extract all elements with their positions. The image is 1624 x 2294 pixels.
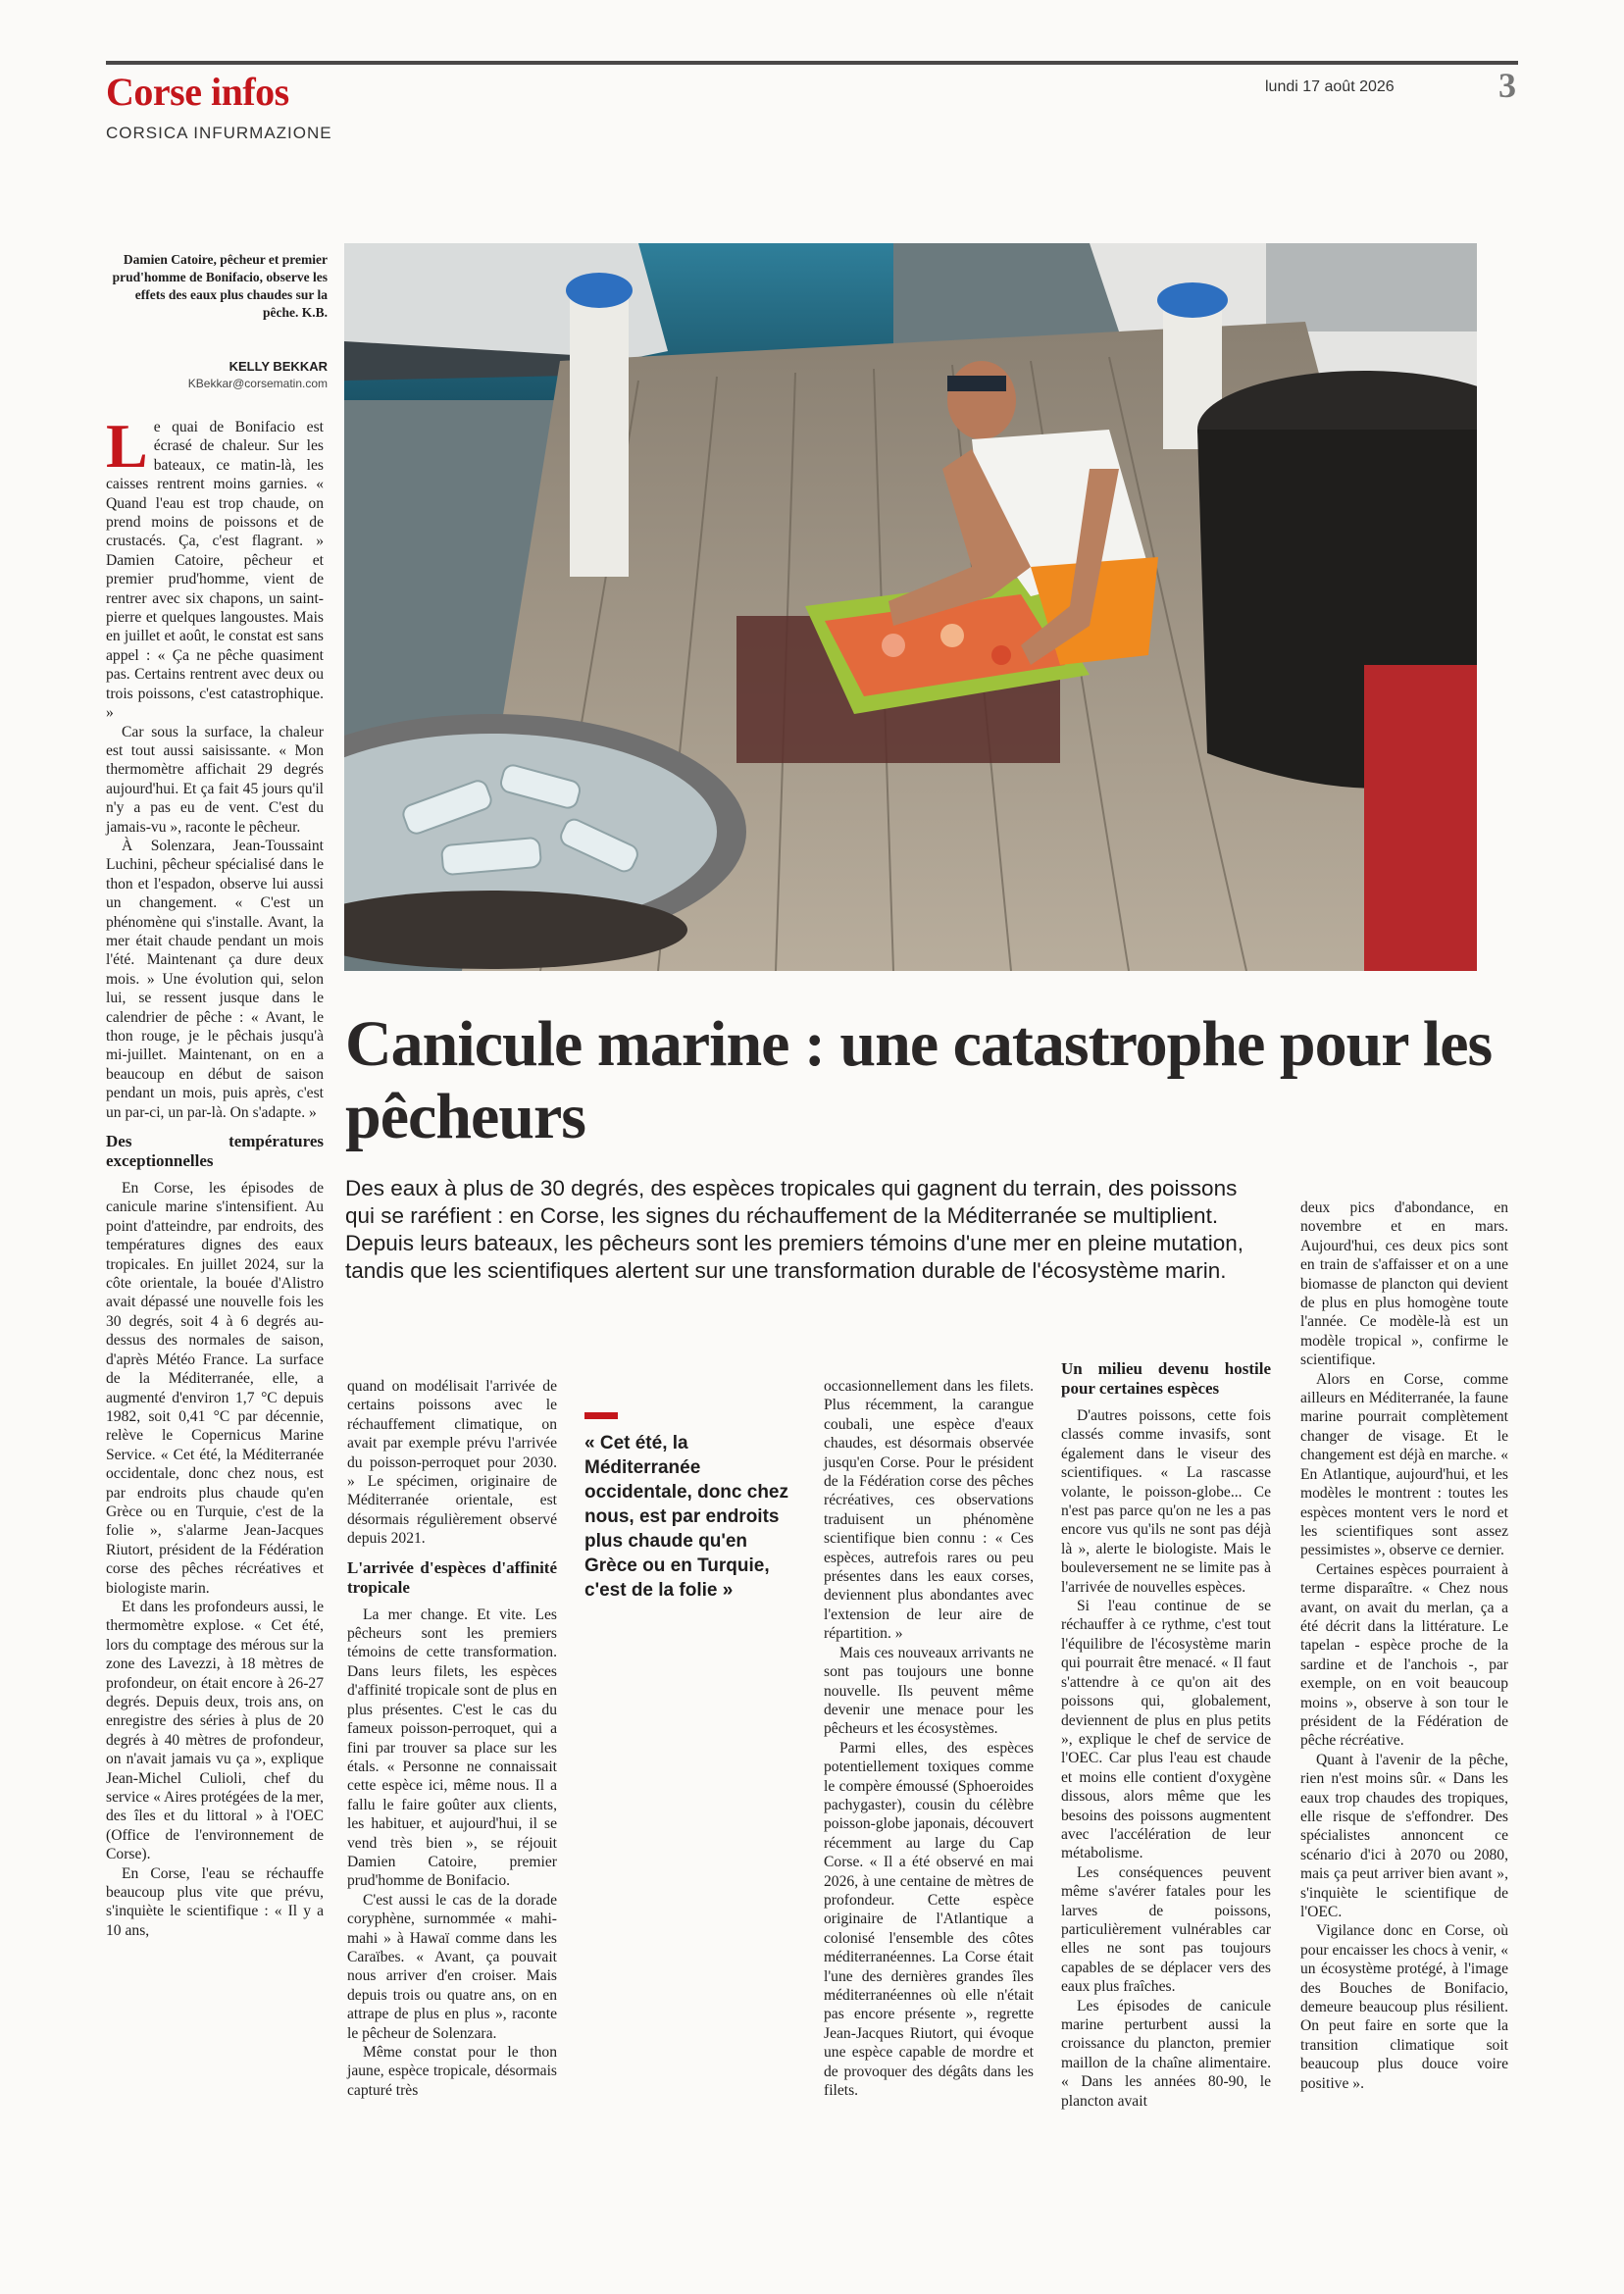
photo-caption: Damien Catoire, pêcheur et premier prud'homme de Bonifacio, observe les effets des eaux plus chaudes sur la pêche. K.B. xyxy=(112,252,328,320)
paragraph: Le quai de Bonifacio est écrasé de chaleur. Sur les bateaux, ce matin-là, les caisses rentrent moins garnies. « Quand l'eau est trop chaude, on prend moins de poissons et de crustacés. Ça, c'est flagrant. » Damien Catoire, pêcheur et premier prud'homme, vient de rentrer avec six chapons, un saint-pierre et quelques langoustes. Mais en juillet et août, le constat est sans appel : « Ça ne pêche quasiment pas. Certains rentrent avec deux ou trois poissons, c'est catastrophique. » xyxy=(106,411,324,722)
paragraph: Les conséquences peuvent même s'avérer fatales pour les larves de poissons, particulièrement vulnérables car elles ne sont pas toujours capables de se déplacer vers des eaux plus fraîches. xyxy=(1061,1863,1271,1996)
subheading: Des températures exceptionnelles xyxy=(106,1132,324,1171)
paragraph: Même constat pour le thon jaune, espèce tropicale, désormais capturé très xyxy=(347,2044,557,2099)
paragraph: À Solenzara, Jean-Toussaint Luchini, pêcheur spécialisé dans le thon et l'espadon, observe lui aussi un changement. « C'est un phénomène qui s'installe. Avant, la mer était chaude pendant un mois l'été. Maintenant ça dure deux mois. » Une évolution qui, selon lui, se ressent jusque dans le calendrier de pêche : « Avant, le thon rouge, je le pêchais jusqu'à mi-juillet. Maintenant, on en a beaucoup en début de saison pendant un mois, puis après, c'est un par-ci, un par-là. On s'adapte. » xyxy=(106,837,324,1121)
paragraph: C'est aussi le cas de la dorade coryphène, surnommée « mahi-mahi » à Hawaï comme dans les Caraïbes. « Avant, ça pouvait nous arriver d'en croiser. Mais depuis trois ou quatre ans, on en attrape de plus en plus », raconte le pêcheur de Solenzara. xyxy=(347,1891,557,2042)
paragraph: Si l'eau continue de se réchauffer à ce rythme, c'est tout l'équilibre de l'écosystème marin qui pourrait être menacé. « Il faut s'attendre à ce qu'on ait des poissons qui, globalement, deviennent de plus en plus petits », explique le chef de service de l'OEC. Car plus l'eau est chaude et moins elle contient d'oxygène dissous, alors même que les besoins des poissons augmentent avec l'accélération de leur métabolisme. xyxy=(1061,1598,1271,1862)
paragraph: Et dans les profondeurs aussi, le thermomètre explose. « Cet été, lors du comptage des mérous sur la zone des Lavezzi, à 18 mètres de profondeur, on était encore à 26-27 degrés. Depuis deux, trois ans, on enregistre des séries à plus de 20 degrés à 40 mètres de profondeur, on n'avait jamais vu ça », explique Jean-Michel Culioli, chef du service « Aires protégées de la mer, des îles et du littoral » à l'OEC (Office de l'environnement de Corse). xyxy=(106,1598,324,1863)
text-column-5 xyxy=(1300,1198,1508,2093)
byline xyxy=(106,359,328,390)
subheading: Un milieu devenu hostile pour certaines espèces xyxy=(1061,1359,1271,1398)
issue-date: lundi 17 août 2026 xyxy=(1265,78,1395,95)
paragraph: Certaines espèces pourraient à terme disparaître. « Chez nous avant, on avait du merlan, ça a été décrit dans la littérature. Le tapelan - espèce proche de la sardine et de l'anchois -, par exemple, on en voit beaucoup moins », observe à son tour le président de la Fédération de pêche récréative. xyxy=(1300,1560,1508,1750)
author-email: KBekkar@corsematin.com xyxy=(187,377,328,390)
text-column-2 xyxy=(347,1377,557,2100)
section-subtitle: CORSICA INFURMAZIONE xyxy=(106,124,332,142)
paragraph: deux pics d'abondance, en novembre et en mars. Aujourd'hui, ces deux pics sont en train de s'affaisser et on a une biomasse de plancton qui devient de plus en plus homogène toute l'année. Ce modèle-là est un modèle tropical », confirme le scientifique. xyxy=(1300,1199,1508,1369)
paragraph: Mais ces nouveaux arrivants ne sont pas toujours une bonne nouvelle. Ils peuvent même devenir une menace pour les pêcheurs et les écosystèmes. xyxy=(824,1644,1034,1738)
page-number: 3 xyxy=(1498,66,1516,105)
paragraph: quand on modélisait l'arrivée de certains poissons avec le réchauffement climatique, on avait par exemple prévu l'arrivée du poisson-perroquet pour 2030. » Le spécimen, originaire de Méditerranée orientale, est désormais régulièrement observé depuis 2021. xyxy=(347,1378,557,1548)
paragraph: Alors en Corse, comme ailleurs en Méditerranée, la faune marine pourrait complètement changer de visage. Et le changement est déjà en marche. « En Atlantique, aujourd'hui, et les modèles le montrent : toutes les espèces montent vers le nord et les scientifiques sont assez pessimistes », observe ce dernier. xyxy=(1300,1370,1508,1559)
pull-quote-text: « Cet été, la Méditerranée occidentale, donc chez nous, est par endroits plus chaude qu'en Grèce ou en Turquie, c'est de la folie » xyxy=(584,1433,788,1601)
article-standfirst: Des eaux à plus de 30 degrés, des espèces tropicales qui gagnent du terrain, des poissons qui se raréfient : en Corse, les signes du réchauffement de la Méditerranée se multiplient. Depuis leurs bateaux, les pêcheurs sont les premiers témoins d'une mer en pleine mutation, tandis que les scientifiques alertent sur une transformation durable de l'écosystème marin. xyxy=(345,1176,1244,1283)
fisherman-dock-photo xyxy=(344,243,1477,971)
author-name: KELLY BEKKAR xyxy=(228,359,328,374)
article-photo xyxy=(344,243,1477,971)
paragraph: D'autres poissons, cette fois classés comme invasifs, sont également dans le viseur des scientifiques. « La rascasse volante, le poisson-globe... Ce n'est pas parce qu'on ne les a pas encore vus qu'ils ne sont pas déjà là », alerte le biologiste. Mais le bouleversement ne se limite pas à l'arrivée de nouvelles espèces. xyxy=(1061,1407,1271,1596)
text-column-4 xyxy=(1061,1359,1271,2111)
pull-quote-bar xyxy=(584,1412,618,1419)
paragraph: Car sous la surface, la chaleur est tout aussi saisissante. « Mon thermomètre affichait 29 degrés aujourd'hui. Et ça fait 45 jours qu'il n'y a pas eu de vent. C'est du jamais-vu », raconte le pêcheur. xyxy=(106,723,324,836)
paragraph: Vigilance donc en Corse, où pour encaisser les chocs à venir, « un écosystème protégé, à l'image des Bouches de Bonifacio, demeure beaucoup plus résilient. On peut faire en sorte que la transition climatique soit beaucoup plus douce voire positive ». xyxy=(1300,1922,1508,2092)
paragraph: occasionnellement dans les filets. Plus récemment, la carangue coubali, une espèce d'eaux chaudes, est désormais observée jusqu'en Corse. Pour le président de la Fédération corse des pêches récréatives, ces observations traduisent un phénomène scientifique bien connu : « Ces espèces, autrefois rares ou peu présentes dans les eaux corses, deviennent plus abondantes avec l'extension de leur aire de répartition. » xyxy=(824,1378,1034,1643)
paragraph: Quant à l'avenir de la pêche, rien n'est moins sûr. « Dans les eaux trop chaudes des tropiques, elle risque de s'effondrer. Des spécialistes annoncent ce scénario d'ici à 2070 ou 2080, mais ça peut arriver bien avant », s'inquiète le scientifique de l'OEC. xyxy=(1300,1751,1508,1921)
section-title: Corse infos xyxy=(106,70,289,114)
pull-quote xyxy=(584,1412,800,1603)
paragraph: En Corse, les épisodes de canicule marine s'intensifient. Au point d'atteindre, par endroits, des températures dignes des eaux tropicales. En juillet 2024, sur la côte orientale, la bouée d'Alistro avait dépassé une nouvelle fois les 30 degrés, soit 4 à 6 degrés au-dessus des normales de saison, d'après Météo France. La surface de la Méditerranée, elle, a augmenté d'environ 1,7 °C depuis 1982, soit 0,41 °C par décennie, relève le Copernicus Marine Service. « Cet été, la Méditerranée occidentale, donc chez nous, est par endroits plus chaude qu'en Grèce ou en Turquie, c'est de la folie », s'alarme Jean-Jacques Riutort, président de la Fédération corse des pêches récréatives et biologiste marin. xyxy=(106,1180,324,1597)
text-column-1 xyxy=(106,411,324,1940)
paragraph: Parmi elles, des espèces potentiellement toxiques comme le compère émoussé (Sphoeroides pachygaster), cousin du célèbre poisson-globe japonais, découvert récemment au large du Cap Corse. « Il a été observé en mai 2026, à une centaine de mètres de profondeur. Cette espèce originaire de l'Atlantique a colonisé l'ensemble des côtes méditerranéennes. La Corse était l'une des dernières grandes îles méditerranéennes où elle n'était pas encore présente », regrette Jean-Jacques Riutort, qui évoque une espèce capable de mordre et de provoquer des dégâts dans les filets. xyxy=(824,1739,1034,2100)
paragraph: Les épisodes de canicule marine perturbent aussi la croissance du plancton, premier maillon de la chaîne alimentaire. « Dans les années 80-90, le plancton avait xyxy=(1061,1997,1271,2110)
text-column-3 xyxy=(824,1377,1034,2100)
article-headline: Canicule marine : une catastrophe pour les pêcheurs xyxy=(345,1008,1493,1152)
paragraph: En Corse, l'eau se réchauffe beaucoup plus vite que prévu, s'inquiète le scientifique : « Il y a 10 ans, xyxy=(106,1864,324,1939)
header-rule xyxy=(106,61,1518,65)
subheading: L'arrivée d'espèces d'affinité tropicale xyxy=(347,1557,557,1597)
drop-cap: L xyxy=(106,411,148,481)
paragraph: La mer change. Et vite. Les pêcheurs sont les premiers témoins de cette transformation. Dans leurs filets, les espèces d'affinité tropicale sont de plus en plus présentes. C'est le cas du fameux poisson-perroquet, qui a fini par trouver sa place sur les étals. « Personne ne connaissait cette espèce ici, même nous. Il a fallu le faire goûter aux clients, les habituer, et aujourd'hui, il se vend très bien », se réjouit Damien Catoire, premier prud'homme de Bonifacio. xyxy=(347,1606,557,1890)
